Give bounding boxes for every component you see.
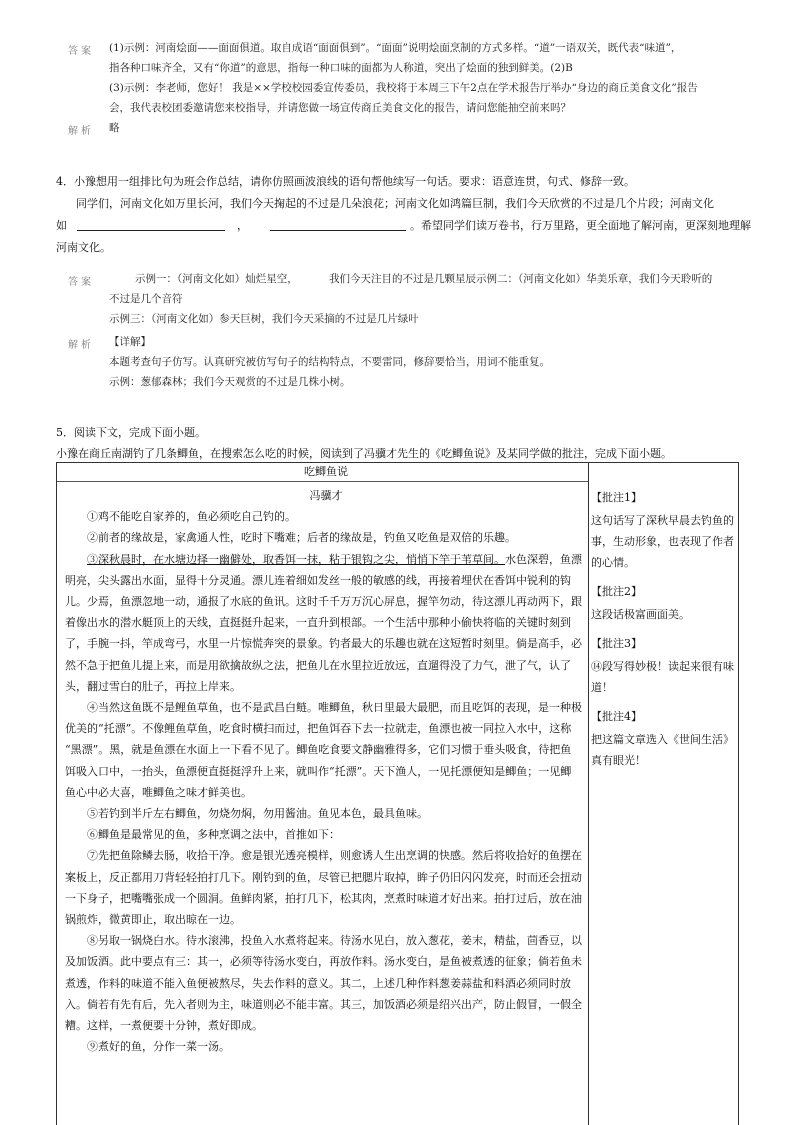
fill-suffix: 。希望同学们读万卷书，行万里路，更全面地了解河南，更深刻地理解: [410, 219, 751, 232]
paragraph-3-line: 儿。少焉，鱼漂忽地一动，通报了水底的鱼讯。这时千千万万沉心屏息，握竿勿动，待这漂儿再动两下，跟: [65, 595, 582, 609]
paragraph-7-line: 一下身子，把嘴嘴张成一个圆洞。鱼鲜肉紧，拍打几下，松其肉，烹煮时味道才好出来。拍打过后，放在油: [65, 891, 582, 905]
annotation-head: 【批注2】: [591, 585, 642, 598]
paragraph-7-line: 案板上，反正都用刀背轻轻拍打几下。刚钓到的鱼，尽管已把腮片取掉，眸子仍旧闪闪发亮，时而还会扭动: [65, 870, 582, 884]
answer-label: 答案: [68, 277, 94, 288]
paragraph-4: ④当然这鱼既不是鲤鱼草鱼，也不是武昌白鲢。唯鲫鱼，秋日里最大最肥，而且吃饵的表现，是一种极: [87, 701, 582, 715]
answer-line: (3)示例：李老师，您好！ 我是××学校校园委宣传委员，我校将于本周三下午2点在学术报告厅举办“身边的商丘美食文化”报告: [109, 82, 698, 94]
paragraph-9: ⑨煮好的鱼，分作一菜一汤。: [87, 1040, 230, 1054]
answer-line: 示例一：（河南文化如）灿烂星空，: [135, 273, 298, 285]
question-5-intro: 小豫在商丘南湖钓了几条鲫鱼，在搜索怎么吃的时候，阅读到了冯骥才先生的《吃鲫鱼说》及某同学做的批注，完成下面小题。: [56, 447, 672, 460]
analysis-head: 【详解】: [109, 336, 151, 348]
annotation-head: 【批注3】: [591, 637, 642, 650]
paragraph-3-line: 了，手腕一抖，竿成弯弓，水里一片惊慌奔突的景象。钓者最大的乐趣也就在这短暂时刻里。倘是高手，必: [65, 637, 582, 651]
annotation-line: 这句话写了深秋早晨去钓鱼的: [591, 514, 734, 527]
annotated-article-table: [56, 462, 739, 1125]
paragraph-4-line: 饵吸入口中，一抬头，鱼漂便直挺挺浮升上来，就叫作“托漂”。天下渔人，一见托漂便知是鲫鱼；一见鲫: [65, 764, 572, 778]
answer-blank-2[interactable]: [270, 217, 406, 231]
paragraph-3-line: 然不急于把鱼儿提上来，而是用欲擒故纵之法，把鱼儿在水里拉近放远，直遛得没了力气，泄了气，认了: [65, 658, 571, 672]
analysis-line: 示例：葱郁森林；我们今天观赏的不过是几株小树。: [109, 376, 351, 388]
paragraph-3-line: 明亮，尖头露出水面，显得十分灵通。漂儿连着细如发丝一般的敏感的线，再接着埋伏在香饵中锐利的钩: [65, 573, 571, 587]
annotation-line: 真有眼光！: [591, 754, 646, 767]
analysis-text: 略: [109, 122, 120, 134]
annotation-line: 事，生动形象，也表现了作者: [591, 535, 734, 548]
paragraph-6: ⑥鲫鱼是最常见的鱼，多种烹调之法中，首推如下：: [87, 828, 340, 842]
answer-line: 会，我代表校团委邀请您来校指导，并请您做一场宣传商丘美食文化的报告，请问您能抽空前来吗？: [109, 102, 571, 114]
paragraph-3: ③深秋晨时，在水塘边择一幽僻处，取香饵一抹，粘于银钩之尖，悄悄下竿于苇草间。水色深碧，鱼漂: [87, 552, 582, 566]
answer-label: 答案: [68, 46, 94, 57]
annotation-line: 这段话极富画面美。: [591, 608, 690, 621]
paragraph-3-line: 着像出水的潜水艇顶上的天线，直挺挺升起来，一直升到根部。一个生活中那种小偷快将临的关键时刻到: [65, 616, 571, 630]
paragraph-8-line: 入。倘若有先有后，先入者则为主，味道则必不能丰富。其三，加饭酒必须是绍兴出产，防止假冒，一假全: [65, 997, 582, 1011]
annotation-head: 【批注1】: [591, 491, 642, 504]
paragraph-8-line: 煮透，作料的味道不能入鱼便被熬尽，失去作料的意义。其二，上述几种作料葱姜蒜盐和料酒必须同时放: [65, 976, 571, 990]
annotation-head: 【批注4】: [591, 710, 642, 723]
paragraph-8: ⑧另取一锅烧白水。待水滚沸，投鱼入水煮将起来。待汤水见白，放入葱花，姜末，精盐，茴香豆，以: [87, 934, 582, 948]
answer-line: 我们今天注目的不过是几颗星辰示例二：（河南文化如）华美乐章，我们今天聆听的: [329, 273, 713, 285]
answer-line: (1)示例：河南烩面——面面俱道。取自成语“面面俱到”。“面面”说明烩面烹制的方式多样。“道”一语双关，既代表“味道”，: [109, 42, 682, 54]
paragraph-8-line: 及加饭酒。此中要点有三：其一，必须等待汤水变白，再放作料。汤水变白，是鱼被煮透的征象；倘若鱼未: [65, 955, 582, 969]
article-body: [65, 463, 587, 1057]
answer-line: 不过是几个音符: [109, 293, 183, 305]
column-divider: [588, 463, 589, 1125]
analysis-label: 解析: [68, 340, 94, 351]
analysis-line: 本题考查句子仿写。认真研究被仿写句子的结构特点，不要雷同，修辞要恰当，用词不能重复。: [109, 356, 550, 368]
annotation-line: 的心情。: [591, 556, 635, 569]
question-4-passage-end: 河南文化。: [56, 241, 111, 254]
analysis-label: 解析: [68, 126, 94, 137]
answer-blank-1[interactable]: [77, 217, 225, 231]
paragraph-4-line: 优美的“托漂”。不像鲤鱼草鱼，吃食时横扫而过，把鱼饵吞下去一拉就走，鱼漂也被一同拉入水中，这称: [65, 722, 572, 736]
question-4-passage: 同学们，河南文化如万里长河，我们今天掬起的不过是几朵浪花；河南文化如鸿篇巨制，我们今天欣赏的不过是几个片段；河南文化: [76, 197, 714, 210]
paragraph-1: ①鸡不能吃自家养的，鱼必须吃自己钓的。: [87, 510, 296, 524]
paragraph-8-line: 糟。这样，一煮便要十分钟，煮好即成。: [65, 1019, 263, 1033]
annotation-line: 道！: [591, 681, 613, 694]
paragraph-7-line: 锅煎炸，微黄即止，取出晾在一边。: [65, 913, 241, 927]
fill-prefix: 如: [56, 219, 67, 232]
annotation-line: 把这篇文章选入《世间生活》: [591, 733, 734, 746]
paragraph-5: ⑤若钓到半斤左右鲫鱼，勿烧勿焖，勿用酱油。鱼见本色，最具鱼味。: [87, 807, 428, 821]
underlined-sentence: ③深秋晨时，在水塘边择一幽僻处，取香饵一抹，粘于银钩之尖，悄悄下竿于苇草间。: [87, 552, 505, 566]
paragraph-2: ②前者的缘故是，家禽通人性，吃时下嘴难；后者的缘故是，钓鱼又吃鱼是双倍的乐趣。: [87, 531, 516, 545]
paragraph-4-line: 鱼心中必大喜，唯鲫鱼之味才鲜美也。: [65, 785, 252, 799]
paragraph-4-line: “黑漂”。黑，就是鱼漂在水面上一下看不见了。鲫鱼吃食要文静幽雅得多，它们习惯于垂头吸食，待把鱼: [65, 743, 572, 757]
question-4-fill-line: 如 ， 。希望同学们读万卷书，行万里路，更全面地了解河南，更深刻地理解: [56, 219, 751, 232]
article-title: 吃鲫鱼说: [304, 465, 348, 478]
question-5-heading: 5．阅读下文，完成下面小题。: [56, 426, 206, 439]
paragraph-3-line: 头，翻过雪白的肚子，再拉上岸来。: [65, 679, 241, 693]
paragraph-7: ⑦先把鱼除鳞去肠，收拾干净。愈是银光透亮模样，则愈诱人生出烹调的快感。然后将收拾好的鱼摆在: [87, 849, 582, 863]
question-4-prompt: 4．小豫想用一组排比句为班会作总结，请你仿照画波浪线的语句帮他续写一句话。要求：语意连贯，句式、修辞一致。: [56, 175, 635, 188]
article-author: 冯骥才: [309, 489, 343, 502]
annotation-line: ⑭段写得妙极！读起来很有味: [591, 660, 734, 673]
answer-line: 指各种口味齐全，又有“你道”的意思，指每一种口味的面都为人称道，突出了烩面的独到鲜美。(2)B: [109, 62, 573, 74]
annotation-column: [591, 487, 735, 771]
answer-line: 示例三：（河南文化如）参天巨树，我们今天采摘的不过是几片绿叶: [109, 313, 419, 325]
